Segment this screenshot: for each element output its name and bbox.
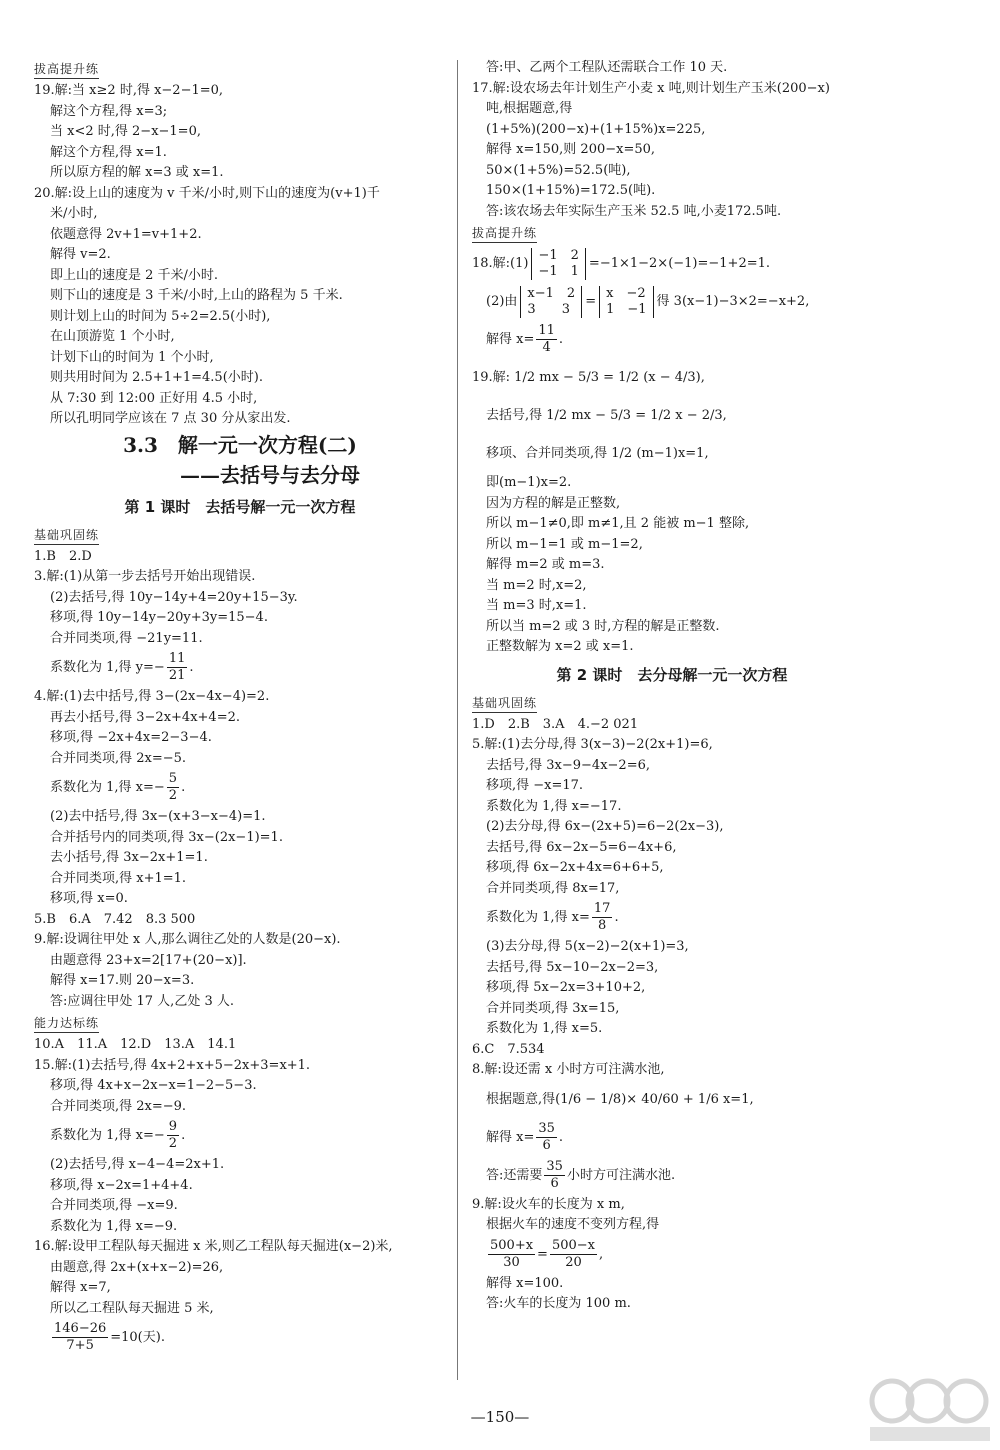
text-line: 去括号,得 6x−2x−5=6−4x+6, [486, 839, 677, 855]
lesson-title: 第 2 课时 去分母解一元一次方程 [556, 665, 788, 684]
fraction [536, 323, 557, 356]
text-line: 答:甲、乙两个工程队还需联合工作 10 天. [486, 60, 728, 75]
fraction [167, 1119, 179, 1152]
text-line: 解得 v=2. [50, 247, 111, 262]
text-line: 系数化为 1,得 x=−9. [50, 1218, 178, 1234]
text-line: 答:火车的长度为 100 m. [486, 1296, 631, 1311]
text-span: 系数化为 1,得 x= [486, 910, 590, 925]
fraction [52, 1321, 108, 1354]
fraction [592, 901, 613, 934]
text-line: 19.解:当 x≥2 时,得 x−2−1=0, [34, 83, 224, 98]
text-line: 解这个方程,得 x=1. [50, 144, 167, 160]
text-span: 18.解:(1) [472, 256, 529, 271]
text-line: 吨,根据题意,得 [486, 101, 573, 116]
text-line: 8.解:设还需 x 小时方可注满水池, [472, 1062, 665, 1077]
text-line: (1+5%)(200−x)+(1+15%)x=225, [486, 121, 706, 137]
fraction-line [34, 1319, 446, 1357]
text-line: 合并同类项,得 2x=−9. [50, 1098, 187, 1114]
fraction [544, 1159, 565, 1192]
text-line: 根据火车的速度不变列方程,得 [486, 1217, 660, 1232]
text-span: =10(天). [110, 1330, 165, 1345]
answer-line: 10.A 11.A 12.D 13.A 14.1 [34, 1037, 237, 1052]
text-line: 则共用时间为 2.5+1+1=4.5(小时). [50, 370, 263, 385]
text-line: 答:应调往甲处 17 人,乙处 3 人. [50, 993, 234, 1009]
text-line: 合并同类项,得 2x=−5. [50, 750, 187, 766]
text-line: (2)去中括号,得 3x−(x+3−x−4)=1. [50, 809, 266, 824]
text-line: (2)去括号,得 x−4−4=2x+1. [50, 1157, 225, 1172]
denominator: 2 [168, 788, 178, 803]
text-line: 当 m=3 时,x=1. [486, 598, 587, 613]
text-line: 解得 m=2 或 m=3. [486, 557, 605, 572]
fraction-line: 解得 x= $\frac{35}{6}$ . [486, 1120, 564, 1153]
numerator: 9 [168, 1119, 178, 1134]
text-line: 在山顶游览 1 个小时, [50, 329, 175, 344]
section-label-extend: 拔高提升练 [34, 60, 99, 79]
text-line: 合并同类项,得 x+1=1. [50, 870, 187, 886]
text-line: 移项,得 x=0. [50, 891, 128, 906]
text-line: 解得 x=100. [486, 1275, 564, 1291]
fraction [167, 771, 179, 804]
text-line: 5.解:(1)去分母,得 3(x−3)−2(2x+1)=6, [472, 737, 713, 752]
fraction-line: 系数化为 1,得 x=− $\frac{9}{2}$ . [50, 1119, 186, 1151]
text-span: 得 3(x−1)−3×2=−x+2, [656, 294, 810, 309]
section-label-ability: 能力达标练 [34, 1014, 99, 1033]
denominator: 6 [550, 1175, 559, 1191]
text-line: 所以 m−1≠0,即 m≠1,且 2 能被 m−1 整除, [486, 516, 750, 531]
text-line: (2)去括号,得 10y−14y+4=20y+15−3y. [50, 589, 298, 605]
fraction-line: $\frac{500+x}{30}$ = $\frac{500-x}{20}$ , [490, 1237, 604, 1270]
page-number: —150— [470, 1408, 530, 1426]
det-row: −1 2 [538, 247, 579, 263]
text-line: (2)去分母,得 6x−(2x+5)=6−2(2x−3), [486, 819, 724, 834]
text-line: 当 x<2 时,得 2−x−1=0, [50, 124, 201, 139]
determinant-line [472, 245, 872, 283]
text-line: 合并同类项,得 −21y=11. [50, 630, 203, 646]
answer-line: 5.B 6.A 7.42 8.3 500 [34, 911, 196, 927]
text-line: 17.解:设农场去年计划生产小麦 x 吨,则计划生产玉米(200−x) [472, 80, 830, 96]
det-row: x−1 2 [527, 285, 576, 301]
text-span: 系数化为 1,得 x=− [50, 1128, 165, 1143]
denominator: 30 [503, 1254, 520, 1270]
section-label-basic: 基础巩固练 [472, 694, 537, 713]
fraction [550, 1238, 597, 1271]
text-line: 所以 m−1=1 或 m−1=2, [486, 536, 643, 552]
text-line: 移项,得 −x=17. [486, 778, 584, 793]
equation-line: 根据题意,得(1/6 − 1/8)× 40/60 + 1/6 x=1, [486, 1091, 754, 1107]
text-line: 移项,得 −2x+4x=2−3−4. [50, 730, 212, 745]
text-line: 由题意得 23+x=2[17+(20−x)]. [50, 952, 247, 968]
fraction-line: 系数化为 1,得 x= $\frac{17}{8}$ . [486, 901, 619, 933]
text-line: 从 7:30 到 12:00 正好用 4.5 小时, [50, 390, 258, 406]
denominator: 21 [168, 668, 186, 683]
text-line: 合并同类项,得 −x=9. [50, 1198, 178, 1213]
fraction-line: 解得 x= $\frac{11}{4}$ . [486, 323, 564, 355]
q20-block [34, 184, 446, 430]
answer-line: 1.D 2.B 3.A 4.−2 021 [472, 716, 639, 732]
denominator: 8 [598, 918, 607, 933]
text-line: 所以乙工程队每天掘进 5 米, [50, 1300, 214, 1316]
equation-line: 去括号,得 1/2 mx − 5/3 = 1/2 x − 2/3, [486, 408, 727, 423]
q19-block [34, 81, 446, 184]
fraction-line: 系数化为 1,得 y=− $\frac{11}{21}$ . [50, 651, 194, 683]
text-line: 合并同类项,得 8x=17, [486, 880, 620, 896]
equation-line: 移项、合并同类项,得 1/2 (m−1)x=1, [486, 446, 709, 461]
left-column [34, 58, 446, 1357]
text-line: 150×(1+15%)=172.5(吨). [486, 183, 656, 198]
text-line: 计划下山的时间为 1 个小时, [50, 349, 214, 365]
text-line: 解得 x=7, [50, 1280, 111, 1295]
text-line: 所以孔明同学应该在 7 点 30 分从家出发. [50, 411, 291, 426]
section-title: 3.3 解一元一次方程(二) [123, 432, 357, 457]
text-line: 50×(1+5%)=52.5(吨), [486, 162, 631, 178]
text-line: 答:该农场去年实际生产玉米 52.5 吨,小麦172.5吨. [486, 203, 782, 219]
determinant [520, 286, 582, 318]
numerator: 500−x [551, 1237, 595, 1253]
det-row: 1 −1 [606, 301, 647, 317]
text-line: 当 m=2 时,x=2, [486, 577, 587, 593]
text-span: =−1×1−2×(−1)=−1+2=1. [588, 256, 771, 271]
answer-line: 1.B 2.D [34, 548, 92, 564]
text-line: 移项,得 x−2x=1+4+4. [50, 1177, 193, 1193]
text-line: 移项,得 6x−2x+4x=6+6+5, [486, 860, 664, 875]
text-span: 解得 x= [486, 332, 535, 347]
answer-line: 6.C 7.534 [472, 1041, 545, 1057]
numerator: 11 [538, 323, 555, 338]
det-row: x −2 [606, 285, 646, 301]
fraction [167, 651, 188, 684]
text-line: (3)去分母,得 5(x−2)−2(x+1)=3, [486, 939, 689, 954]
section-subtitle: ——去括号与去分母 [180, 462, 360, 487]
text-line: 去小括号,得 3x−2x+1=1. [50, 850, 208, 865]
section-label-basic: 基础巩固练 [34, 526, 99, 545]
column-divider [457, 60, 458, 1380]
text-line: 去括号,得 3x−9−4x−2=6, [486, 757, 650, 773]
text-line: 解得 x=150,则 200−x=50, [486, 142, 656, 157]
numerator: 11 [168, 651, 186, 666]
text-line: 移项,得 5x−2x=3+10+2, [486, 980, 646, 995]
text-line: 20.解:设上山的速度为 v 千米/小时,则下山的速度为(v+1)千 [34, 185, 380, 201]
lesson-title: 第 1 课时 去括号解一元一次方程 [124, 497, 356, 516]
section-label-extend: 拔高提升练 [472, 224, 537, 243]
fraction-line: 系数化为 1,得 x=− $\frac{5}{2}$ . [50, 771, 186, 803]
numerator: 17 [593, 901, 611, 916]
text-line: 系数化为 1,得 x=5. [486, 1021, 603, 1036]
text-span: 小时方可注满水池. [566, 1167, 676, 1183]
equation-line: 19.解: 1/2 mx − 5/3 = 1/2 (x − 4/3), [472, 370, 705, 385]
numerator: 35 [546, 1158, 563, 1174]
text-line: 因为方程的解是正整数, [486, 495, 621, 511]
text-span: (2)由 [486, 294, 518, 309]
text-line: 合并同类项,得 3x=15, [486, 1000, 620, 1016]
text-line: 4.解:(1)去中括号,得 3−(2x−4x−4)=2. [34, 689, 270, 704]
text-line: 移项,得 4x+x−2x−x=1−2−5−3. [50, 1078, 257, 1093]
text-line: 9.解:设火车的长度为 x m, [472, 1196, 625, 1212]
text-line: 移项,得 10y−14y−20y+3y=15−4. [50, 610, 268, 625]
watermark-logo [862, 1375, 997, 1445]
numerator: 500+x [490, 1237, 534, 1253]
det-row: −1 1 [538, 263, 579, 279]
text-span: 系数化为 1,得 x=− [50, 780, 165, 795]
numerator: 146−26 [54, 1321, 107, 1336]
denominator: 4 [542, 340, 551, 355]
text-line: 即上山的速度是 2 千米/小时. [50, 267, 219, 283]
det-row: 3 3 [527, 301, 570, 317]
denominator: 20 [565, 1254, 582, 1270]
denominator: 6 [542, 1137, 551, 1153]
text-line: 系数化为 1,得 x=−17. [486, 798, 622, 814]
text-line: 解这个方程,得 x=3; [50, 103, 168, 119]
text-line: 16.解:设甲工程队每天掘进 x 米,则乙工程队每天掘进(x−2)米, [34, 1239, 393, 1254]
denominator: 7+5 [66, 1338, 94, 1353]
text-line: 3.解:(1)从第一步去括号开始出现错误. [34, 569, 256, 584]
numerator: 5 [168, 771, 178, 786]
text-line: 去括号,得 5x−10−2x−2=3, [486, 959, 659, 975]
text-line: 则计划上山的时间为 5÷2=2.5(小时), [50, 308, 271, 324]
text-line: 解得 x=17.则 20−x=3. [50, 973, 195, 988]
text-line: 米/小时, [50, 206, 98, 221]
fraction [488, 1238, 535, 1271]
text-line: 即(m−1)x=2. [486, 475, 572, 490]
text-span: 系数化为 1,得 y=− [50, 660, 165, 675]
fraction [536, 1121, 557, 1154]
determinant-line: (2)由 x−1 2 3 3 = x −2 1 −1 得 3(x−1)−3×2=−x+2, [486, 285, 810, 317]
text-line: 所以当 m=2 或 3 时,方程的解是正整数. [486, 618, 720, 634]
text-line: 合并括号内的同类项,得 3x−(2x−1)=1. [50, 829, 283, 845]
text-line: 正整数解为 x=2 或 x=1. [486, 639, 634, 654]
determinant [531, 248, 585, 280]
text-line: 再去小括号,得 3−2x+4x+4=2. [50, 709, 240, 725]
fraction-line [472, 1157, 872, 1195]
text-line: 则下山的速度是 3 千米/小时,上山的路程为 5 千米. [50, 288, 343, 303]
text-line: 依题意得 2v+1=v+1+2. [50, 226, 202, 242]
denominator: 2 [168, 1136, 178, 1151]
text-line: 9.解:设调往甲处 x 人,那么调往乙处的人数是(20−x). [34, 932, 341, 947]
determinant [599, 286, 653, 318]
text-line: 15.解:(1)去括号,得 4x+2+x+5−2x+3=x+1. [34, 1057, 311, 1073]
text-span: 答:还需要 [486, 1167, 543, 1183]
text-span: 解得 x= [486, 1129, 535, 1145]
numerator: 35 [538, 1120, 555, 1136]
text-line: 由题意,得 2x+(x+x−2)=26, [50, 1259, 224, 1275]
text-line: 所以原方程的解 x=3 或 x=1. [50, 165, 224, 180]
right-column [472, 58, 872, 1315]
